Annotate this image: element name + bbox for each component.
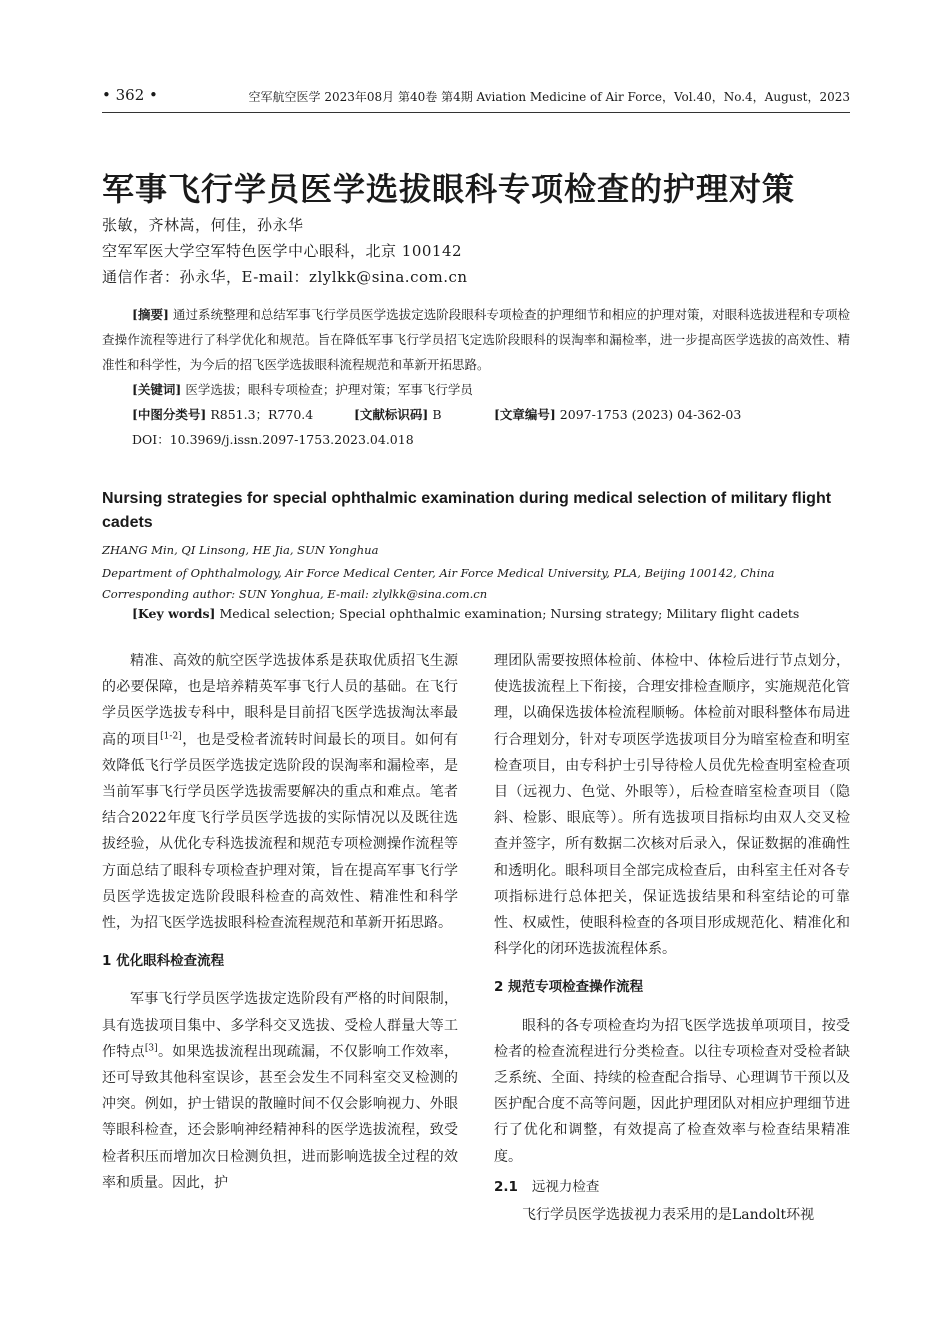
doi-line: DOI：10.3969/j.issn.2097-1753.2023.04.018 <box>132 432 414 447</box>
intro-paragraph <box>102 648 458 936</box>
keywords-text: 医学选拔；眼科专项检查；护理对策；军事飞行学员 <box>185 382 473 397</box>
section-1-continued: 理团队需要按照体检前、体检中、体检后进行节点划分，使选拔流程上下衔接，合理安排检查顺序，实施规范化管理，以确保选拔体检流程顺畅。体检前对眼科整体布局进行合理划分，针对专项医学选拔项目分为暗室检查和明室检查项目，由专科护士引导待检人员优先检查明室检查项目（远视力、色觉、外眼等），后检查暗室检查项目（隐斜、检影、眼底等）。所有选拔项目指标均由双人交叉检查并签字，所有数据二次核对后录入，保证数据的准确性和透明化。眼科项目全部完成检查后，由科室主任对各专项指标进行总体把关，保证选拔结果和科室结论的可靠性、权威性，使眼科检查的各项目形成规范化、精准化和科学化的闭环选拔流程体系。 <box>494 653 850 958</box>
article-title: 军事飞行学员医学选拔眼科专项检查的护理对策 <box>102 170 796 208</box>
english-title: Nursing strategies for special ophthalmic examination during medical selection of military flight cadets <box>102 490 832 531</box>
classification-line <box>102 402 850 427</box>
english-keywords <box>132 606 799 621</box>
abstract-paragraph <box>102 302 850 377</box>
right-column <box>494 648 850 1228</box>
abstract-text: 通过系统整理和总结军事飞行学员医学选拔定选阶段眼科专项检查的护理细节和相应的护理对策，对眼科选拔进程和专项检查操作流程等进行了科学优化和规范。旨在降低军事飞行学员招飞定选阶段眼科的误淘率和漏检率，进一步提高医学选拔的高效性、精准性和科学性，为今后的招飞医学选拔眼科流程规范和革新开拓思路。 <box>102 307 850 372</box>
abstract-label: [摘要] <box>132 307 169 322</box>
section-1-paragraph <box>102 986 458 1196</box>
intro-text-a: 精准、高效的航空医学选拔体系是获取优质招飞生源的必要保障，也是培养精英军事飞行人员的基础。在飞行学员医学选拔专科中，眼科是目前招飞医学选拔淘汰率最高的项目 <box>102 653 458 748</box>
subsection-title: 远视力检查 <box>531 1178 600 1195</box>
article-no-label: [文章编号] <box>493 407 556 422</box>
clc-field <box>132 402 350 427</box>
doc-code-field <box>354 402 490 427</box>
clc-label: [中图分类号] <box>132 407 207 422</box>
article-no-value: 2097-1753 (2023) 04-362-03 <box>559 407 742 422</box>
keywords-line <box>102 377 850 402</box>
affiliation: 空军军医大学空军特色医学中心眼科，北京 100142 <box>102 242 463 260</box>
running-header <box>102 86 850 108</box>
subsection-2-1-paragraph: 飞行学员医学选拔视力表采用的是Landolt环视 <box>522 1207 815 1224</box>
english-department: Department of Ophthalmology, Air Force Medical Center, Air Force Medical University, PLA, Beijing 100142, China <box>102 566 775 580</box>
section-2-paragraph: 眼科的各专项检查均为招飞医学选拔单项项目，按受检者的检查流程进行分类检查。以往专项检查对受检者缺乏系统、全面、持续的检查配合指导、心理调节干预以及医护配合度不高等问题，因此护理团队对相应护理细节进行了优化和调整，有效提高了检查效率与检查结果精准度。 <box>494 1017 850 1165</box>
article-no-field <box>494 402 741 427</box>
page-number: • 362 • <box>102 86 158 104</box>
clc-value: R851.3；R770.4 <box>210 407 314 422</box>
english-correspondence: Corresponding author: SUN Yonghua, E-mail: zlylkk@sina.com.cn <box>102 587 488 601</box>
english-keywords-text: Medical selection; Special ophthalmic examination; Nursing strategy; Military flight cadets <box>219 606 800 621</box>
citation-ref: [1-2] <box>160 730 182 741</box>
authors: 张敏，齐林嵩，何佳，孙永华 <box>102 216 304 234</box>
english-keywords-label: [Key words] <box>132 606 216 621</box>
section-1-heading: 1 优化眼科检查流程 <box>102 953 225 970</box>
subsection-number: 2.1 <box>494 1178 518 1195</box>
section-2-heading: 2 规范专项检查操作流程 <box>494 979 644 996</box>
english-authors: ZHANG Min, QI Linsong, HE Jia, SUN Yonghua <box>102 543 379 557</box>
citation-ref: [3] <box>144 1043 158 1054</box>
doc-code-label: [文献标识码] <box>353 407 429 422</box>
left-column <box>102 648 458 1196</box>
correspondence: 通信作者：孙永华，E-mail：zlylkk@sina.com.cn <box>102 268 468 286</box>
s1-text-b: 。如果选拔流程出现疏漏，不仅影响工作效率，还可导致其他科室误诊，甚至会发生不同科室交叉检测的冲突。例如，护士错误的散瞳时间不仅会影响视力、外眼等眼科检查，还会影响神经精神科的医学选拔流程，致受检者积压而增加次日检测负担，进而影响选拔全过程的效率和质量。因此，护 <box>102 1043 458 1191</box>
s1-text-a: 军事飞行学员医学选拔定选阶段有严格的时间限制，具有选拔项目集中、多学科交叉选拔、受检人群量大等工作特点 <box>102 991 458 1060</box>
journal-info: 空军航空医学 2023年08月 第40卷 第4期 Aviation Medicine of Air Force，Vol.40，No.4，August，2023 <box>248 90 850 104</box>
subsection-2-1-heading <box>494 1174 850 1200</box>
header-rule <box>102 112 850 113</box>
keywords-label: [关键词] <box>132 382 182 397</box>
doc-code-value: B <box>432 407 442 422</box>
abstract-block <box>102 302 850 452</box>
intro-text-b: ，也是受检者流转时间最长的项目。如何有效降低飞行学员医学选拔定选阶段的误淘率和漏检率，是当前军事飞行学员医学选拔需要解决的重点和难点。笔者结合2022年度飞行学员医学选拔的实际情况以及既往选拔经验，从优化专科选拔流程和规范专项检测操作流程等方面总结了眼科专项检查护理对策，旨在提高军事飞行学员医学选拔定选阶段眼科检查的高效性、精准性和科学性，为招飞医学选拔眼科检查流程规范和革新开拓思路。 <box>102 731 458 932</box>
